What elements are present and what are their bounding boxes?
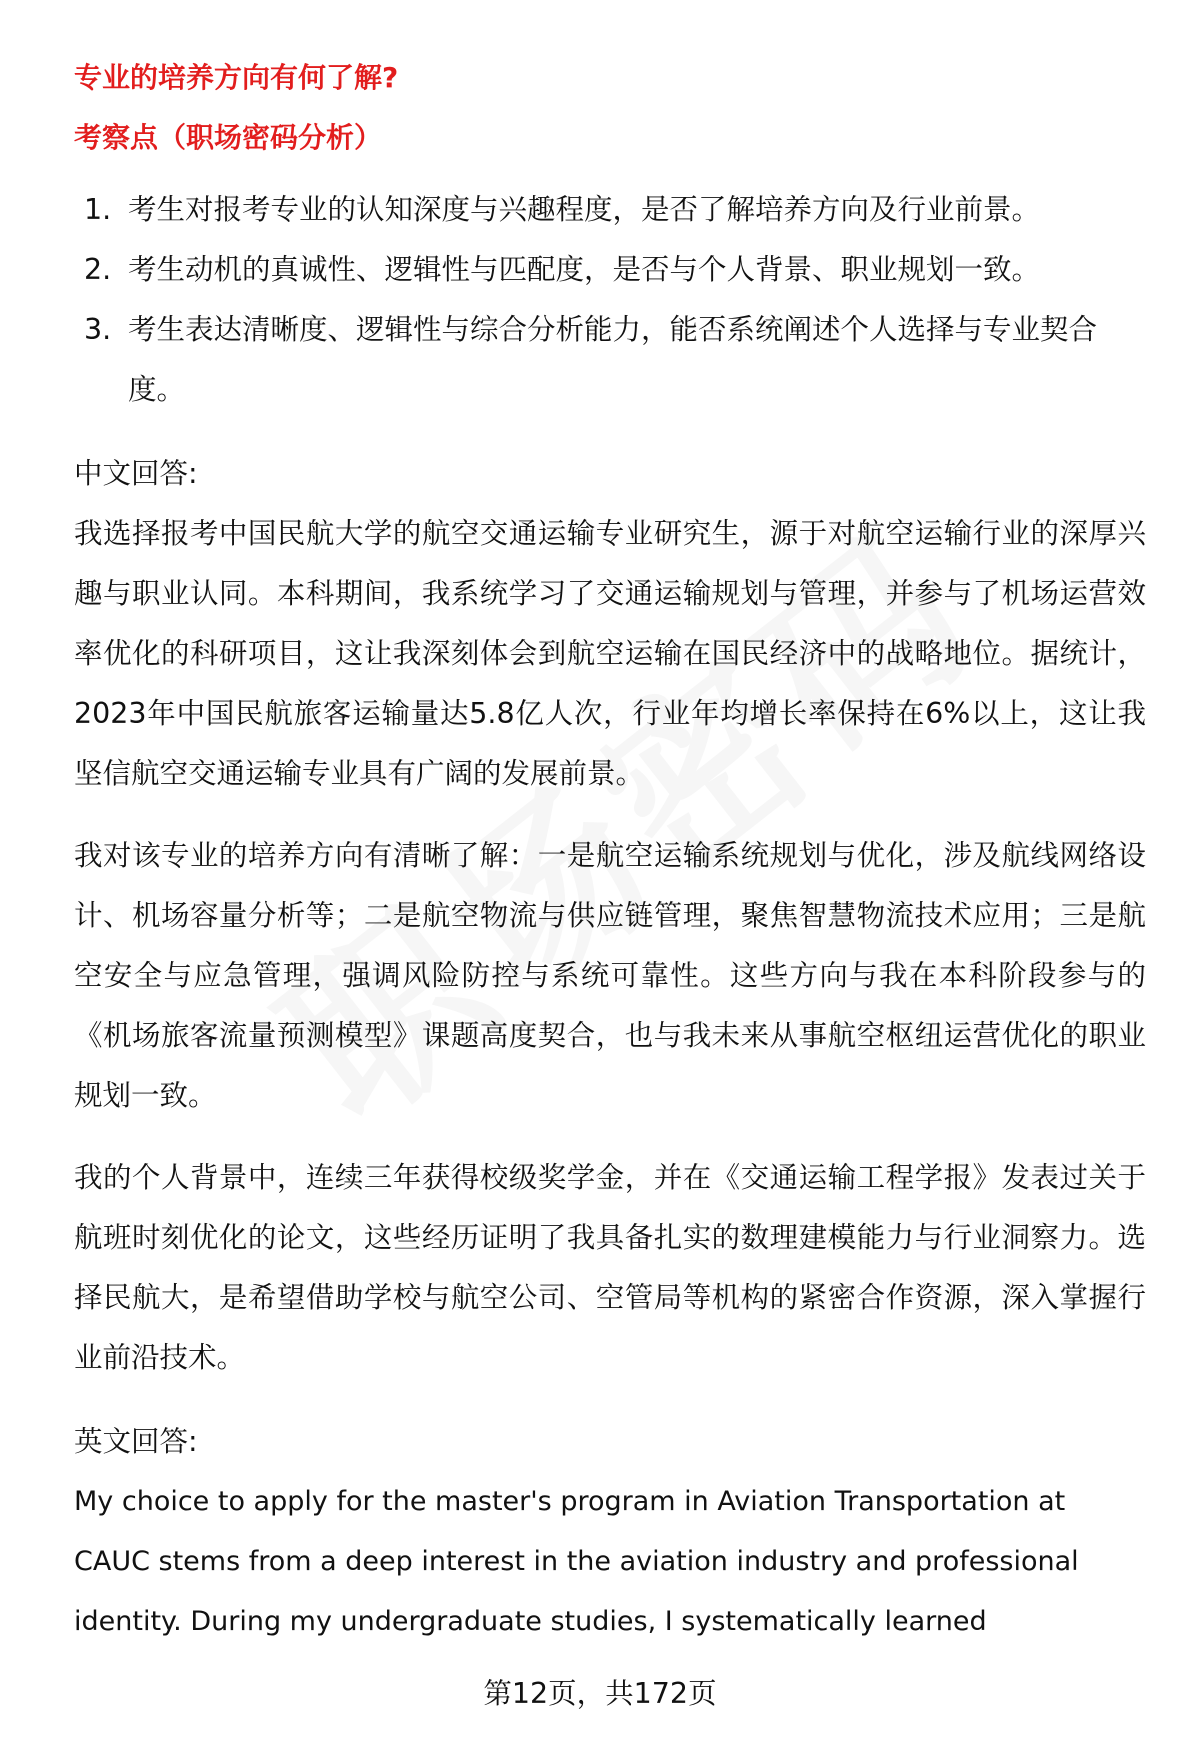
page-number-footer: 第12页，共172页 [483,1677,717,1710]
assessment-points-list [74,180,1146,420]
english-line: identity. During my undergraduate studies, I systematically learned [74,1606,987,1637]
question-title: 专业的培养方向有何了解? [74,61,399,94]
list-item [74,180,1146,240]
list-item-number: 1. [84,193,112,226]
page-content [74,58,1146,1652]
list-item-number: 3. [84,313,112,346]
section-title: 考察点（职场密码分析） [74,121,383,154]
chinese-paragraph: 我对该专业的培养方向有清晰了解：一是航空运输系统规划与优化，涉及航线网络设计、机场容量分析等；二是航空物流与供应链管理，聚焦智慧物流技术应用；三是航空安全与应急管理，强调风险防控与系统可靠性。这些方向与我在本科阶段参与的《机场旅客流量预测模型》课题高度契合，也与我未来从事航空枢纽运营优化的职业规划一致。 [74,839,1146,1112]
list-item-text: 考生表达清晰度、逻辑性与综合分析能力，能否系统阐述个人选择与专业契合度。 [128,313,1098,406]
english-line: CAUC stems from a deep interest in the aviation industry and professional [74,1546,1079,1577]
list-item [74,240,1146,300]
english-line: My choice to apply for the master's program in Aviation Transportation at [74,1486,1066,1517]
chinese-answer-label: 中文回答: [74,457,198,490]
english-answer-text [74,1472,1146,1652]
list-item-text: 考生动机的真诚性、逻辑性与匹配度，是否与个人背景、职业规划一致。 [128,253,1041,286]
chinese-paragraph: 我的个人背景中，连续三年获得校级奖学金，并在《交通运输工程学报》发表过关于航班时刻优化的论文，这些经历证明了我具备扎实的数理建模能力与行业洞察力。选择民航大，是希望借助学校与航空公司、空管局等机构的紧密合作资源，深入掌握行业前沿技术。 [74,1161,1146,1374]
chinese-paragraph: 我选择报考中国民航大学的航空交通运输专业研究生，源于对航空运输行业的深厚兴趣与职业认同。本科期间，我系统学习了交通运输规划与管理，并参与了机场运营效率优化的科研项目，这让我深刻体会到航空运输在国民经济中的战略地位。据统计，2023年中国民航旅客运输量达5.8亿人次，行业年均增长率保持在6%以上，这让我坚信航空交通运输专业具有广阔的发展前景。 [74,517,1146,790]
list-item-text: 考生对报考专业的认知深度与兴趣程度，是否了解培养方向及行业前景。 [128,193,1041,226]
list-item-number: 2. [84,253,112,286]
list-item [74,300,1146,420]
english-answer-label: 英文回答: [74,1425,198,1458]
